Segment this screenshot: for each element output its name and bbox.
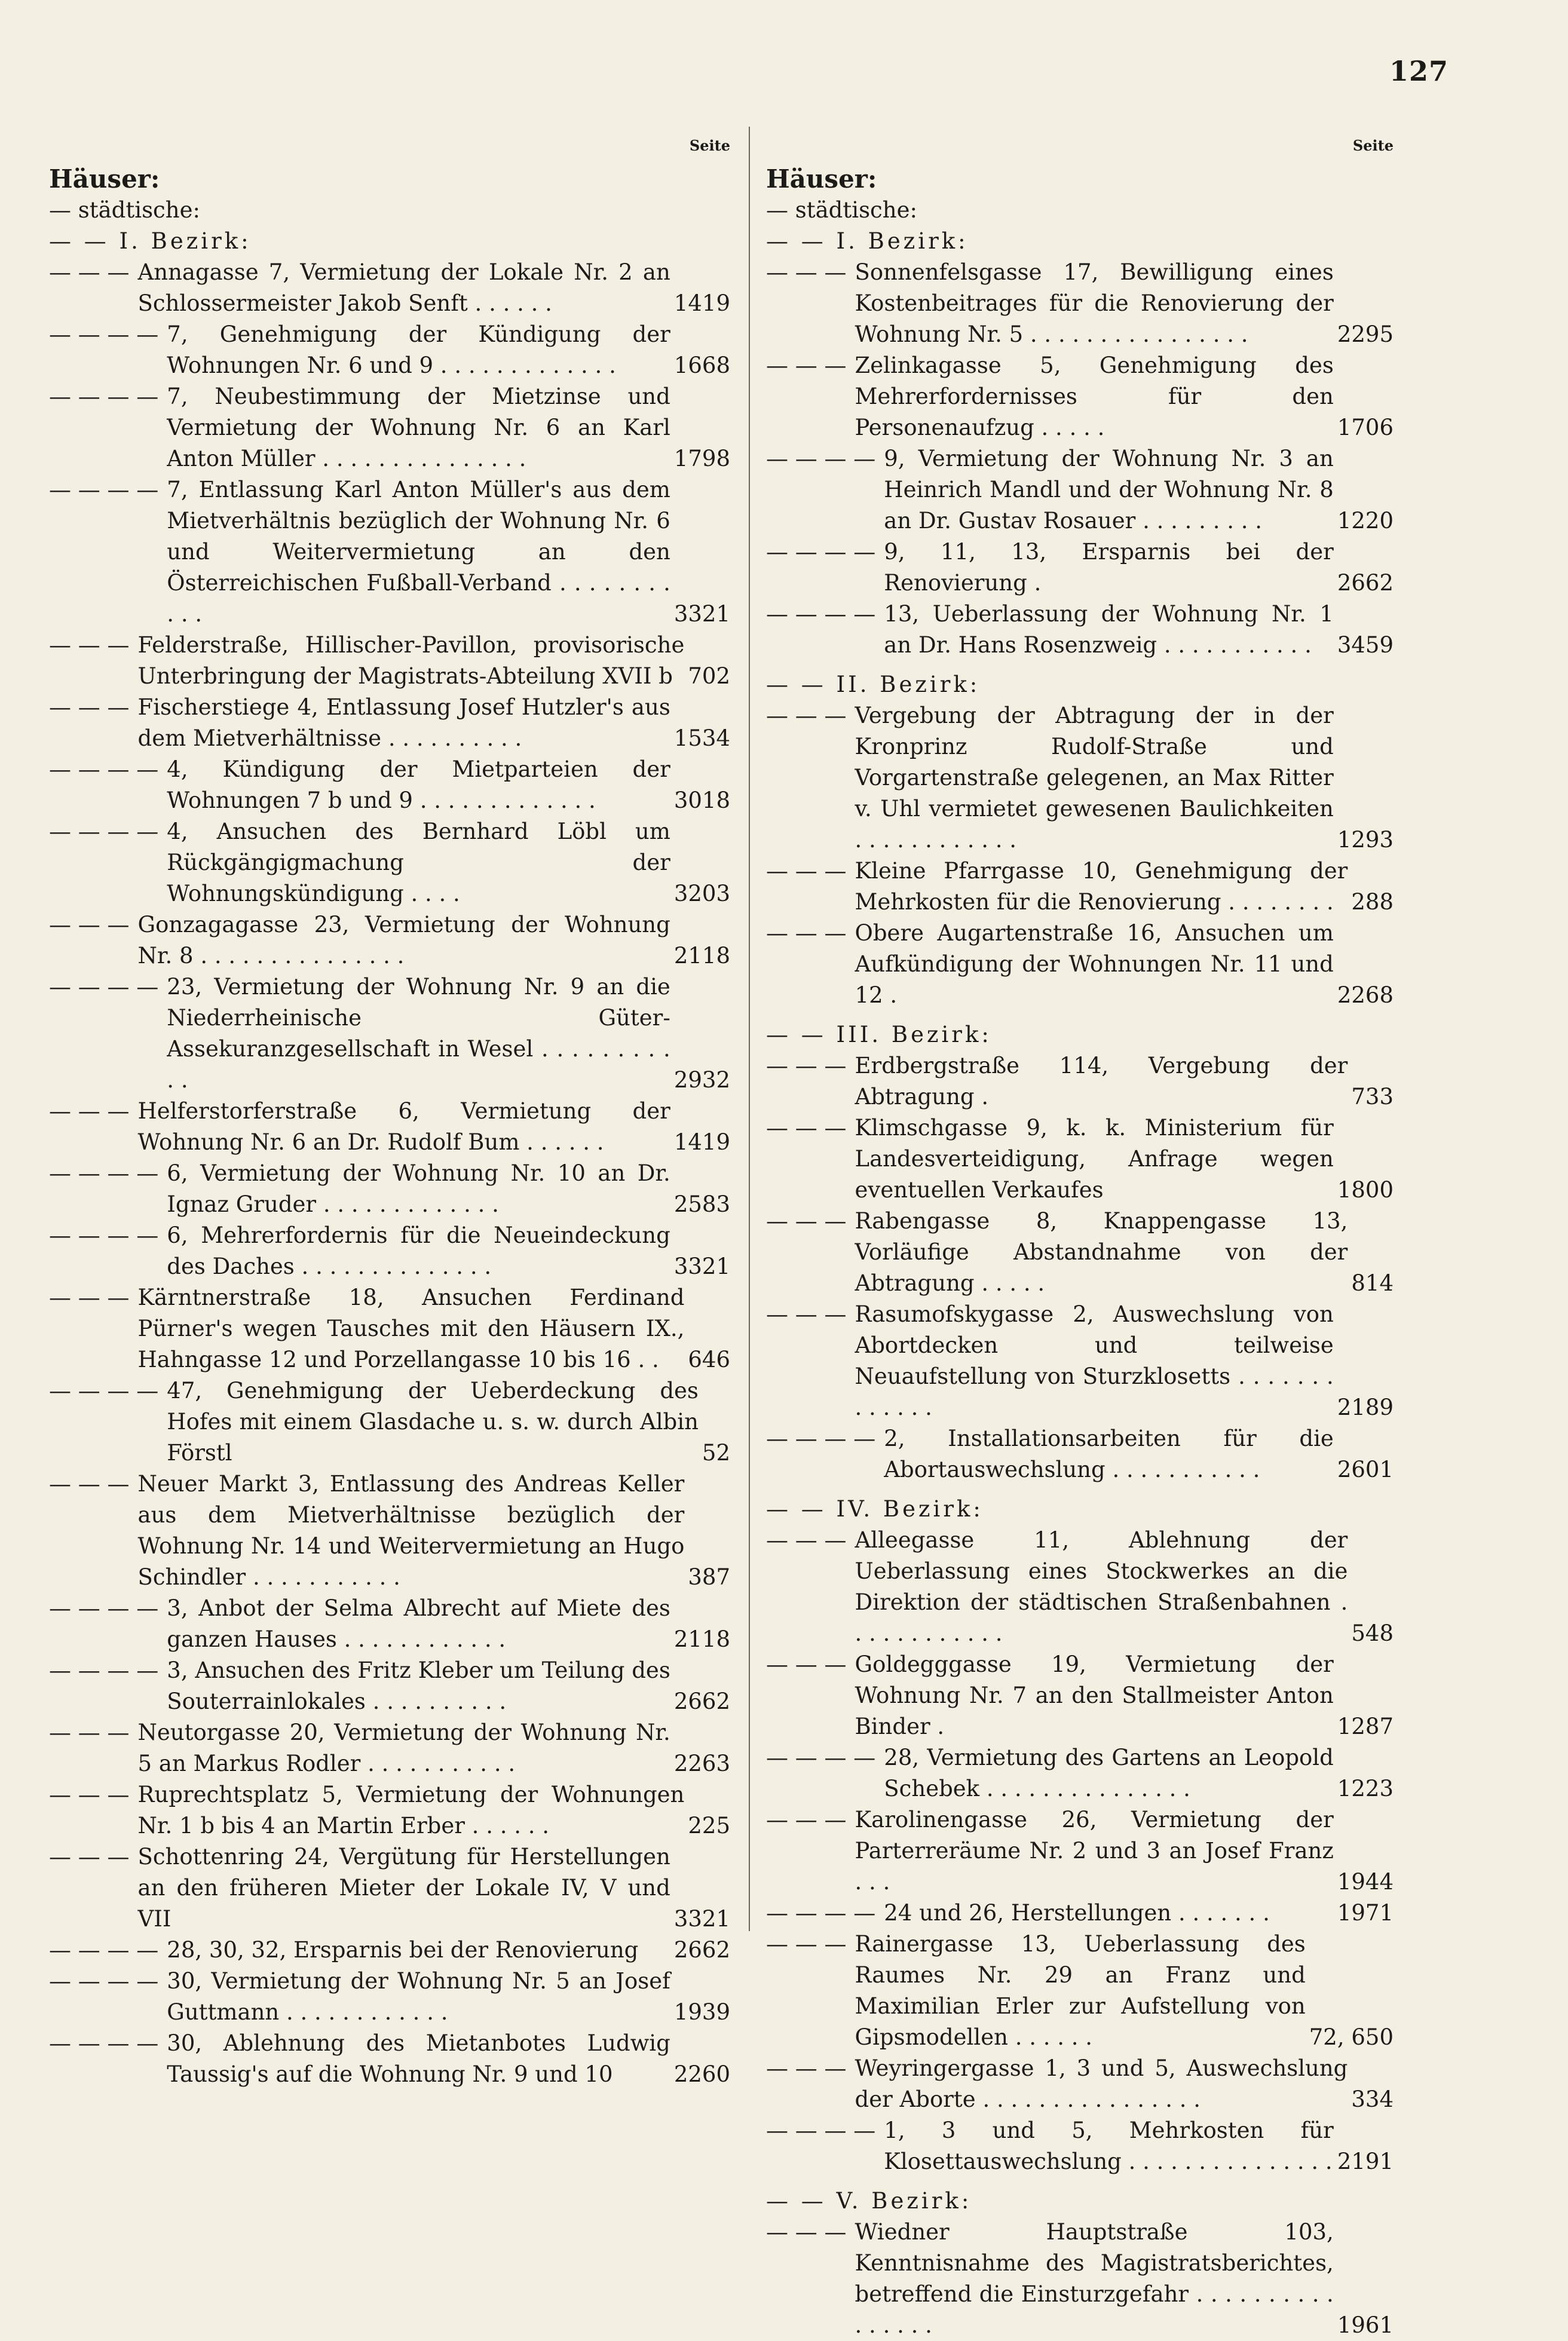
entry-dashes: — — — — bbox=[766, 539, 876, 565]
index-entry bbox=[49, 1655, 730, 1717]
entry-page-ref: 1419 bbox=[673, 1129, 730, 1155]
entry-dashes: — — — — bbox=[49, 974, 159, 1000]
entry-dashes: — — — bbox=[766, 1053, 847, 1078]
entry-text: Helferstorferstraße 6, Vermietung der Wohnung Nr. 6 an Dr. Rudolf Bum . . . . . . bbox=[137, 1098, 670, 1155]
entry-page-ref: 1293 bbox=[1337, 827, 1394, 853]
entry-dashes: — — — bbox=[49, 694, 130, 720]
index-entry bbox=[49, 381, 730, 474]
district-heading: — — V. Bezirk: bbox=[766, 2188, 972, 2214]
entry-page-ref: 814 bbox=[1351, 1270, 1394, 1296]
entry-dashes: — — — bbox=[766, 1115, 847, 1141]
index-entry bbox=[49, 1469, 730, 1593]
entry-text: Sonnenfelsgasse 17, Bewilligung eines Kostenbeitrages für die Renovierung der Wohnung Nr. 5 . . . . . . . . . . . . . . . . bbox=[855, 259, 1334, 347]
index-entry bbox=[766, 1113, 1394, 1206]
entry-dashes: — — — bbox=[49, 632, 130, 658]
index-entry bbox=[49, 692, 730, 754]
entry-page-ref: 2932 bbox=[673, 1067, 730, 1093]
entry-page-ref: 1971 bbox=[1337, 1900, 1394, 1926]
entry-page-ref: 702 bbox=[688, 663, 730, 689]
entry-page-ref: 1706 bbox=[1337, 415, 1394, 440]
entry-text: 3, Anbot der Selma Albrecht auf Miete des ganzen Hauses . . . . . . . . . . . . bbox=[167, 1595, 670, 1652]
entry-dashes: — — — bbox=[766, 2055, 847, 2081]
entry-dashes: — — — bbox=[766, 259, 847, 285]
entry-page-ref: 225 bbox=[688, 1813, 730, 1839]
entry-dashes: — — — bbox=[49, 1844, 130, 1870]
entry-page-ref: 2295 bbox=[1337, 321, 1394, 347]
entry-page-ref: 288 bbox=[1351, 889, 1394, 915]
entry-text: 2, Installationsarbeiten für die Abortauswechslung . . . . . . . . . . . bbox=[884, 1426, 1334, 1482]
index-entry bbox=[766, 350, 1394, 443]
entry-dashes: — — — — bbox=[49, 477, 159, 502]
entry-dashes: — — — — bbox=[49, 1378, 159, 1404]
index-entry bbox=[49, 1593, 730, 1655]
entry-text: Klimschgasse 9, k. k. Ministerium für Landesverteidigung, Anfrage wegen eventuellen Verkaufes bbox=[855, 1115, 1334, 1203]
entry-dashes: — — — bbox=[766, 920, 847, 946]
index-entry bbox=[766, 1929, 1394, 2053]
right-column bbox=[766, 130, 1394, 2341]
entry-page-ref: 646 bbox=[688, 1347, 730, 1372]
entry-page-ref: 1534 bbox=[673, 725, 730, 751]
entry-text: 3, Ansuchen des Fritz Kleber um Teilung des Souterrainlokales . . . . . . . . . . bbox=[167, 1657, 670, 1714]
entry-dashes: — — — bbox=[49, 1471, 130, 1497]
entry-text: Gonzagagasse 23, Vermietung der Wohnung Nr. 8 . . . . . . . . . . . . . . . bbox=[137, 912, 670, 969]
index-entry bbox=[766, 856, 1394, 918]
entry-dashes: — — — — bbox=[766, 1745, 876, 1770]
entry-dashes: — — — — bbox=[49, 756, 159, 782]
entry-dashes: — — — bbox=[766, 353, 847, 378]
entry-dashes: — — — — bbox=[766, 1900, 876, 1926]
index-entry bbox=[49, 1158, 730, 1220]
entry-text: 30, Vermietung der Wohnung Nr. 5 an Josef Guttmann . . . . . . . . . . . . bbox=[167, 1968, 670, 2025]
left-column bbox=[49, 130, 730, 2090]
entry-page-ref: 2601 bbox=[1337, 1457, 1394, 1482]
entry-dashes: — — — — bbox=[49, 1222, 159, 1248]
entry-dashes: — — — — bbox=[766, 1426, 876, 1451]
entry-text: Rabengasse 8, Knappengasse 13, Vorläufige Abstandnahme von der Abtragung . . . . . bbox=[855, 1208, 1348, 1296]
entry-text: Goldegggasse 19, Vermietung der Wohnung Nr. 7 an den Stallmeister Anton Binder . bbox=[855, 1651, 1334, 1739]
district-heading: — — II. Bezirk: bbox=[766, 672, 981, 697]
index-entry bbox=[766, 1742, 1394, 1804]
index-entry bbox=[49, 1282, 730, 1375]
entry-dashes: — — — bbox=[49, 912, 130, 937]
entry-dashes: — — — bbox=[49, 1285, 130, 1310]
entry-page-ref: 3203 bbox=[673, 881, 730, 906]
index-entry bbox=[766, 599, 1394, 661]
entry-page-ref: 1287 bbox=[1337, 1714, 1394, 1739]
index-entry bbox=[766, 2217, 1394, 2341]
entry-text: Neuer Markt 3, Entlassung des Andreas Keller aus dem Mietverhältnisse bezüglich der Wohnung Nr. 14 und Weitervermietung an Hugo Schindler . . . . . . . . . . . bbox=[137, 1471, 685, 1590]
entry-dashes: — — — bbox=[766, 2219, 847, 2245]
index-entry bbox=[49, 754, 730, 816]
index-entry bbox=[766, 443, 1394, 537]
entry-page-ref: 3321 bbox=[673, 1254, 730, 1279]
entry-dashes: — — — — bbox=[766, 446, 876, 471]
entry-dashes: — — — bbox=[49, 1720, 130, 1745]
entry-page-ref: 2662 bbox=[673, 1937, 730, 1963]
entry-dashes: — — — — bbox=[49, 1595, 159, 1621]
entry-text: 30, Ablehnung des Mietanbotes Ludwig Taussig's auf die Wohnung Nr. 9 und 10 bbox=[167, 2030, 670, 2087]
index-entry bbox=[766, 1649, 1394, 1742]
entry-page-ref: 2662 bbox=[673, 1689, 730, 1714]
section-heading-right: Häuser: bbox=[766, 164, 877, 194]
entry-page-ref: 1798 bbox=[673, 446, 730, 471]
entry-dashes: — — — — bbox=[49, 1657, 159, 1683]
index-entry bbox=[766, 257, 1394, 350]
district-gap bbox=[766, 2177, 1394, 2186]
entry-text: Karolinengasse 26, Vermietung der Parterreräume Nr. 2 und 3 an Josef Franz . . . bbox=[855, 1807, 1334, 1895]
entry-dashes: — — — — bbox=[49, 1160, 159, 1186]
left-entry-list bbox=[49, 257, 730, 2090]
entry-text: 4, Kündigung der Mietparteien der Wohnungen 7 b und 9 . . . . . . . . . . . . . bbox=[167, 756, 670, 813]
entry-text: Erdbergstraße 114, Vergebung der Abtragung . bbox=[855, 1053, 1348, 1110]
entry-page-ref: 1223 bbox=[1337, 1776, 1394, 1801]
entry-text: Rasumofskygasse 2, Auswechslung von Abortdecken und teilweise Neuaufstellung von Sturzklosetts . . . . . . . . . . . . . bbox=[855, 1301, 1334, 1420]
entry-page-ref: 3321 bbox=[673, 601, 730, 627]
entry-text: Vergebung der Abtragung der in der Kronprinz Rudolf-Straße und Vorgartenstraße gelegenen, an Max Ritter v. Uhl vermietet gewesenen Baulichkeiten . . . . . . . . . . . . bbox=[855, 703, 1334, 853]
entry-text: Zelinkagasse 5, Genehmigung des Mehrerfordernisses für den Personenaufzug . . . . . bbox=[855, 353, 1334, 440]
index-entry bbox=[49, 1841, 730, 1935]
district-gap bbox=[766, 1485, 1394, 1494]
entry-text: 24 und 26, Herstellungen . . . . . . . bbox=[884, 1900, 1270, 1926]
entry-text: Schottenring 24, Vergütung für Herstellungen an den früheren Mieter der Lokale IV, V und VII bbox=[137, 1844, 670, 1932]
entry-page-ref: 1220 bbox=[1337, 508, 1394, 534]
entry-text: Annagasse 7, Vermietung der Lokale Nr. 2 an Schlossermeister Jakob Senft . . . . . . bbox=[137, 259, 670, 316]
district-heading: — — IV. Bezirk: bbox=[766, 1496, 984, 1522]
entry-dashes: — — — bbox=[766, 1651, 847, 1677]
seite-label-right: Seite bbox=[1352, 137, 1394, 154]
entry-text: Fischerstiege 4, Entlassung Josef Hutzler's aus dem Mietverhältnisse . . . . . . . . . . bbox=[137, 694, 670, 751]
index-entry bbox=[766, 1423, 1394, 1485]
index-entry bbox=[766, 1050, 1394, 1113]
entry-page-ref: 2268 bbox=[1337, 982, 1394, 1008]
entry-page-ref: 2191 bbox=[1337, 2149, 1394, 2174]
index-entry bbox=[49, 474, 730, 630]
index-entry bbox=[49, 257, 730, 319]
entry-text: Ruprechtsplatz 5, Vermietung der Wohnungen Nr. 1 b bis 4 an Martin Erber . . . . . . bbox=[137, 1782, 685, 1839]
entry-text: 4, Ansuchen des Bernhard Löbl um Rückgängigmachung der Wohnungskündigung . . . . bbox=[167, 819, 670, 906]
entry-text: Kleine Pfarrgasse 10, Genehmigung der Mehrkosten für die Renovierung . . . . . . . . bbox=[855, 858, 1348, 915]
index-entry bbox=[49, 1966, 730, 2028]
right-district-list bbox=[766, 661, 1394, 2341]
entry-page-ref: 387 bbox=[688, 1564, 730, 1590]
index-entry bbox=[49, 319, 730, 381]
entry-text: 23, Vermietung der Wohnung Nr. 9 an die Niederrheinische Güter-Assekuranzgesellschaft in Wesel . . . . . . . . . . . bbox=[167, 974, 670, 1093]
district-heading-right: — — I. Bezirk: bbox=[766, 228, 969, 254]
entry-dashes: — — — bbox=[766, 1208, 847, 1234]
entry-text: Alleegasse 11, Ablehnung der Ueberlassung eines Stockwerkes an die Direktion der städtischen Straßenbahnen . . . . . . . . . . . . bbox=[855, 1527, 1348, 1646]
entry-page-ref: 3018 bbox=[673, 788, 730, 813]
entry-dashes: — — — — bbox=[49, 2030, 159, 2056]
index-entry bbox=[766, 537, 1394, 599]
entry-text: Wiedner Hauptstraße 103, Kenntnisnahme des Magistratsberichtes, betreffend die Einsturzgefahr . . . . . . . . . . . . . . . . bbox=[855, 2219, 1334, 2338]
entry-text: Rainergasse 13, Ueberlassung des Raumes Nr. 29 an Franz und Maximilian Erler zur Aufstellung von Gipsmodellen . . . . . . bbox=[855, 1931, 1306, 2050]
entry-dashes: — — — bbox=[766, 1807, 847, 1833]
entry-text: Neutorgasse 20, Vermietung der Wohnung Nr. 5 an Markus Rodler . . . . . . . . . . . bbox=[137, 1720, 670, 1776]
entry-text: 7, Neubestimmung der Mietzinse und Vermietung der Wohnung Nr. 6 an Karl Anton Müller . . . . . . . . . . . . . . . bbox=[167, 384, 670, 471]
index-entry bbox=[49, 630, 730, 692]
entry-page-ref: 2189 bbox=[1337, 1395, 1394, 1420]
index-entry bbox=[766, 2053, 1394, 2115]
district-gap bbox=[766, 1011, 1394, 1019]
entry-page-ref: 52 bbox=[702, 1440, 730, 1466]
entry-page-ref: 2583 bbox=[673, 1191, 730, 1217]
entry-page-ref: 1961 bbox=[1337, 2312, 1394, 2338]
subsection-heading-left: — städtische: bbox=[49, 197, 200, 223]
index-entry bbox=[766, 1525, 1394, 1649]
entry-text: 6, Mehrerfordernis für die Neueindeckung des Daches . . . . . . . . . . . . . . bbox=[167, 1222, 670, 1279]
entry-page-ref: 1944 bbox=[1337, 1869, 1394, 1895]
entry-page-ref: 733 bbox=[1351, 1084, 1394, 1110]
entry-page-ref: 3459 bbox=[1337, 632, 1394, 658]
entry-dashes: — — — bbox=[766, 858, 847, 884]
entry-text: 28, Vermietung des Gartens an Leopold Schebek . . . . . . . . . . . . . . . bbox=[884, 1745, 1334, 1801]
entry-text: Kärntnerstraße 18, Ansuchen Ferdinand Pürner's wegen Tausches mit den Häusern IX., Hahngasse 12 und Porzellangasse 10 bis 16 . . bbox=[137, 1285, 685, 1372]
index-entry bbox=[766, 700, 1394, 856]
entry-dashes: — — — — bbox=[49, 1968, 159, 1994]
entry-page-ref: 1668 bbox=[673, 353, 730, 378]
seite-label-left: Seite bbox=[689, 137, 730, 154]
entry-page-ref: 72, 650 bbox=[1309, 2024, 1394, 2050]
entry-page-ref: 3321 bbox=[673, 1906, 730, 1932]
entry-text: Felderstraße, Hillischer-Pavillon, provisorische Unterbringung der Magistrats-Abteilung XVII b bbox=[137, 632, 685, 689]
index-entry bbox=[49, 2028, 730, 2090]
entry-page-ref: 2118 bbox=[673, 1626, 730, 1652]
entry-page-ref: 2118 bbox=[673, 943, 730, 969]
index-entry bbox=[766, 1804, 1394, 1898]
index-entry bbox=[49, 972, 730, 1096]
index-entry bbox=[766, 2115, 1394, 2177]
entry-text: 1, 3 und 5, Mehrkosten für Klosettauswechslung . . . . . . . . . . . . . . . bbox=[884, 2118, 1334, 2174]
index-entry bbox=[49, 1717, 730, 1779]
subsection-heading-right: — städtische: bbox=[766, 197, 917, 223]
entry-page-ref: 1939 bbox=[673, 1999, 730, 2025]
index-entry bbox=[49, 909, 730, 972]
entry-dashes: — — — — bbox=[49, 384, 159, 409]
entry-text: Weyringergasse 1, 3 und 5, Auswechslung der Aborte . . . . . . . . . . . . . . . . bbox=[855, 2055, 1348, 2112]
entry-dashes: — — — bbox=[766, 1301, 847, 1327]
index-entry bbox=[766, 1299, 1394, 1423]
index-entry bbox=[766, 918, 1394, 1011]
entry-text: 9, 11, 13, Ersparnis bei der Renovierung . bbox=[884, 539, 1334, 596]
entry-page-ref: 1800 bbox=[1337, 1177, 1394, 1203]
entry-dashes: — — — — bbox=[766, 601, 876, 627]
entry-page-ref: 334 bbox=[1351, 2086, 1394, 2112]
entry-dashes: — — — bbox=[49, 259, 130, 285]
index-entry bbox=[766, 1206, 1394, 1299]
index-entry bbox=[49, 1779, 730, 1841]
entry-text: 9, Vermietung der Wohnung Nr. 3 an Heinrich Mandl und der Wohnung Nr. 8 an Dr. Gustav Rosauer . . . . . . . . . bbox=[884, 446, 1334, 534]
index-entry bbox=[766, 1898, 1394, 1929]
entry-dashes: — — — — bbox=[49, 819, 159, 844]
entry-dashes: — — — bbox=[766, 703, 847, 728]
entry-text: 13, Ueberlassung der Wohnung Nr. 1 an Dr. Hans Rosenzweig . . . . . . . . . . . bbox=[884, 601, 1334, 658]
entry-dashes: — — — — bbox=[49, 321, 159, 347]
entry-text: 28, 30, 32, Ersparnis bei der Renovierung bbox=[167, 1937, 639, 1963]
index-entry bbox=[49, 1375, 730, 1469]
index-entry bbox=[49, 1096, 730, 1158]
entry-dashes: — — — bbox=[49, 1098, 130, 1124]
index-entry bbox=[49, 1220, 730, 1282]
entry-dashes: — — — — bbox=[49, 1937, 159, 1963]
entry-page-ref: 2263 bbox=[673, 1751, 730, 1776]
index-entry bbox=[49, 816, 730, 909]
page-number: 127 bbox=[1389, 55, 1448, 87]
entry-text: 47, Genehmigung der Ueberdeckung des Hofes mit einem Glasdache u. s. w. durch Albin Förstl bbox=[167, 1378, 699, 1466]
district-heading: — — III. Bezirk: bbox=[766, 1022, 992, 1047]
entry-text: 7, Entlassung Karl Anton Müller's aus dem Mietverhältnis bezüglich der Wohnung Nr. 6 und Weitervermietung an den Österreichischen Fußball-Verband . . . . . . . . . . . bbox=[167, 477, 670, 627]
entry-page-ref: 2662 bbox=[1337, 570, 1394, 596]
entry-dashes: — — — bbox=[49, 1782, 130, 1807]
district-gap bbox=[766, 661, 1394, 669]
entry-dashes: — — — — bbox=[766, 2118, 876, 2143]
entry-page-ref: 548 bbox=[1351, 1620, 1394, 1646]
column-divider bbox=[749, 127, 750, 1931]
entry-dashes: — — — bbox=[766, 1527, 847, 1553]
entry-text: 6, Vermietung der Wohnung Nr. 10 an Dr. Ignaz Gruder . . . . . . . . . . . . . bbox=[167, 1160, 670, 1217]
entry-page-ref: 2260 bbox=[673, 2061, 730, 2087]
index-entry bbox=[49, 1935, 730, 1966]
entry-page-ref: 1419 bbox=[673, 290, 730, 316]
right-entry-list bbox=[766, 257, 1394, 661]
entry-text: Obere Augartenstraße 16, Ansuchen um Aufkündigung der Wohnungen Nr. 11 und 12 . bbox=[855, 920, 1334, 1008]
section-heading-left: Häuser: bbox=[49, 164, 160, 194]
entry-text: 7, Genehmigung der Kündigung der Wohnungen Nr. 6 und 9 . . . . . . . . . . . . . bbox=[167, 321, 670, 378]
district-heading-left: — — I. Bezirk: bbox=[49, 228, 252, 254]
entry-dashes: — — — bbox=[766, 1931, 847, 1957]
